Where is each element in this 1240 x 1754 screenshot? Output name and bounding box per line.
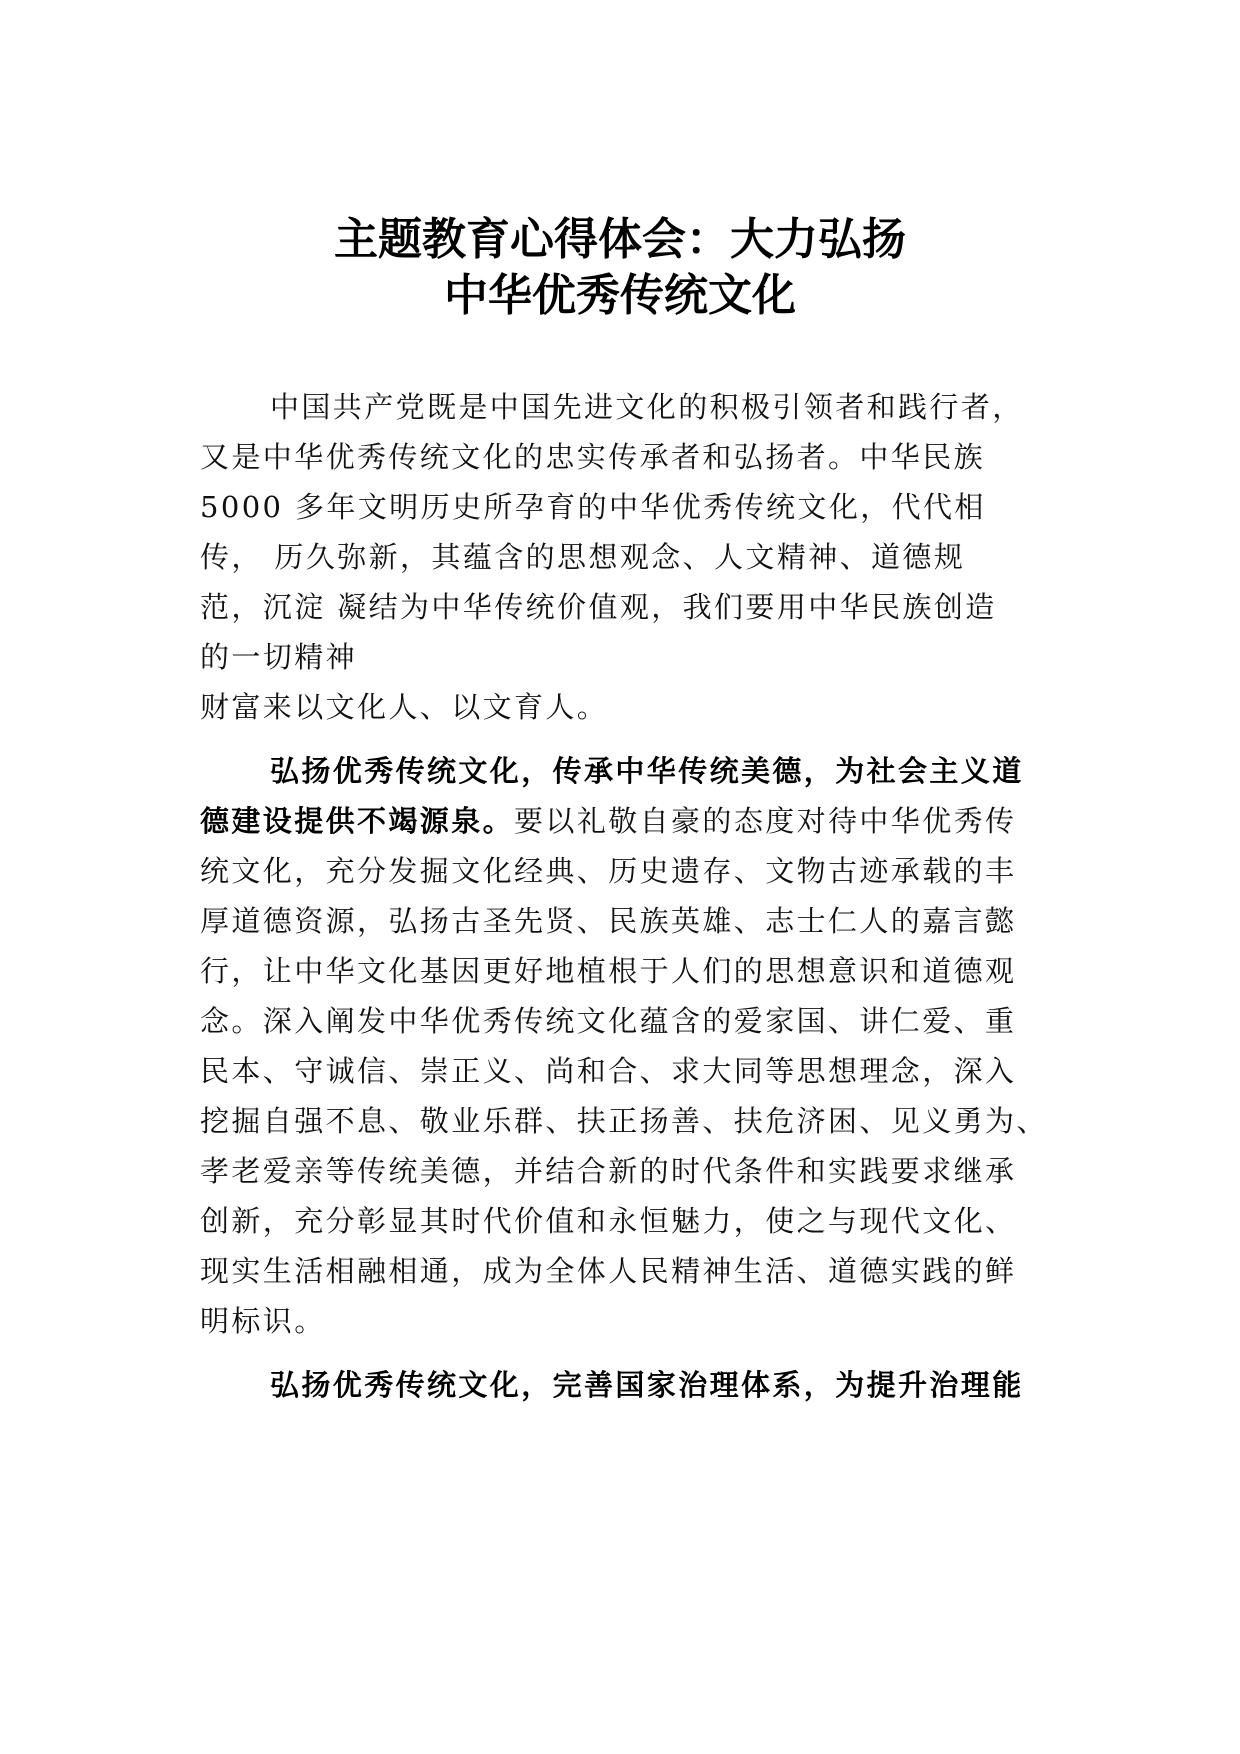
paragraph-2-line-11: 现实生活相融相通，成为全体人民精神生活、道德实践的鲜 <box>200 1254 1017 1288</box>
paragraph-2-heading-line-2: 德建设提供不竭源泉。 <box>200 804 515 838</box>
paragraph-2-line-6: 念。深入阐发中华优秀传统文化蕴含的爱家国、讲仁爱、重 <box>200 1004 1017 1038</box>
paragraph-1-line-1: 中国共产党既是中国先进文化的积极引领者和践行者， <box>270 390 1024 424</box>
paragraph-2-line-10: 创新，充分彰显其时代价值和永恒魅力，使之与现代文化、 <box>200 1204 1017 1238</box>
paragraph-2-line-8: 挖掘自强不息、敬业乐群、扶正扬善、扶危济困、见义勇为、 <box>200 1104 1048 1138</box>
paragraph-2-line-2 <box>200 796 1060 846</box>
paragraph-1-line-3: 5000 多年文明历史所孕育的中华优秀传统文化，代代相 <box>200 490 986 524</box>
paragraph-1-line-4: 传， 历久弥新，其蕴含的思想观念、人文精神、道德规 <box>200 540 966 574</box>
paragraph-1-line-5: 范，沉淀 凝结为中华传统价值观，我们要用中华民族创造 <box>200 590 997 624</box>
paragraph-2-heading-line-1: 弘扬优秀传统文化，传承中华传统美德，为社会主义道 <box>270 754 1024 788</box>
paragraph-2-line-5: 行，让中华文化基因更好地植根于人们的思想意识和道德观 <box>200 954 1017 988</box>
paragraph-2-line-3: 统文化，充分发掘文化经典、历史遗存、文物古迹承载的丰 <box>200 854 1017 888</box>
paragraph-2-line-7: 民本、守诚信、崇正义、尚和合、求大同等思想理念，深入 <box>200 1054 1017 1088</box>
paragraph-2-line-12: 明标识。 <box>200 1304 326 1338</box>
paragraph-1-line-2: 又是中华优秀传统文化的忠实传承者和弘扬者。中华民族 <box>200 440 986 474</box>
paragraph-1-line-6: 的一切精神 <box>200 640 358 674</box>
paragraph-1-line-7: 财富来以文化人、以文育人。 <box>200 690 609 724</box>
paragraph-2-line-9: 孝老爱亲等传统美德，并结合新的时代条件和实践要求继承 <box>200 1154 1017 1188</box>
document-title-line-1: 主题教育心得体会：大力弘扬 <box>334 214 906 265</box>
document-title-line-2: 中华优秀传统文化 <box>444 270 796 321</box>
paragraph-2-line-4: 厚道德资源，弘扬古圣先贤、民族英雄、志士仁人的嘉言懿 <box>200 904 1017 938</box>
paragraph-3-heading-line-1: 弘扬优秀传统文化，完善国家治理体系，为提升治理能 <box>270 1368 1024 1402</box>
paragraph-2-line-2-rest: 要以礼敬自豪的态度对待中华优秀传 <box>514 804 1017 838</box>
